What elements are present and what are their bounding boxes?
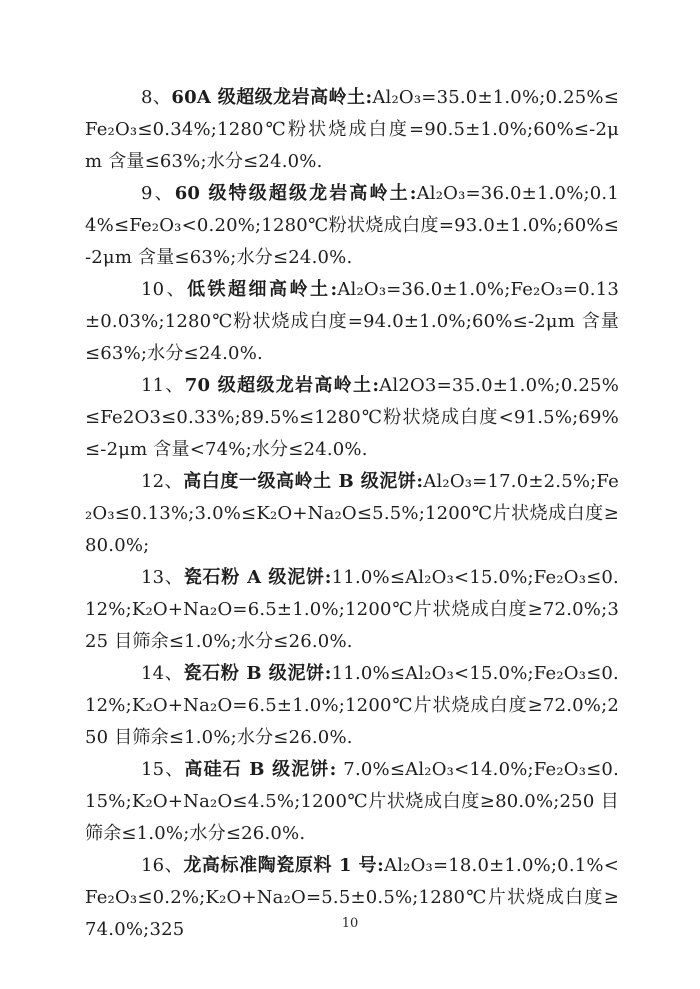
item-specs: Al₂O₃=36.0±1.0%;0.14%≤Fe₂O₃<0.20%;1280℃粉状烧成白度=93.0±1.0%;60%≤-2μm 含量≤63%;水分≤24.0%.	[85, 183, 619, 268]
item-number: 16、	[141, 855, 184, 876]
spec-item-15	[85, 754, 619, 850]
item-specs: Al₂O₃=35.0±1.0%;0.25%≤Fe₂O₃≤0.34%;1280℃粉状烧成白度=90.5±1.0%;60%≤-2μm 含量≤63%;水分≤24.0%.	[85, 87, 619, 172]
item-number: 8、	[141, 87, 172, 108]
spec-list	[85, 82, 619, 946]
item-title: 60 级特级超级龙岩高岭土:	[174, 183, 417, 204]
item-number: 10、	[141, 279, 188, 300]
item-title: 高白度一级高岭土 B 级泥饼:	[183, 471, 424, 492]
item-number: 11、	[141, 375, 185, 396]
spec-item-8	[85, 82, 619, 178]
spec-item-12	[85, 466, 619, 562]
spec-item-11	[85, 370, 619, 466]
item-number: 15、	[141, 759, 185, 780]
item-specs: 11.0%≤Al₂O₃<15.0%;Fe₂O₃≤0.12%;K₂O+Na₂O=6.5±1.0%;1200℃片状烧成白度≥72.0%;250 目筛余≤1.0%;水分≤26.0%.	[85, 663, 619, 748]
item-specs: Al₂O₃=17.0±2.5%;Fe₂O₃≤0.13%;3.0%≤K₂O+Na₂O≤5.5%;1200℃片状烧成白度≥80.0%;	[85, 471, 619, 556]
item-specs: Al2O3=35.0±1.0%;0.25%≤Fe2O3≤0.33%;89.5%≤1280℃粉状烧成白度<91.5%;69%≤-2μm 含量<74%;水分≤24.0%.	[85, 375, 620, 460]
item-title: 高硅石 B 级泥饼:	[184, 759, 337, 780]
item-number: 14、	[141, 663, 184, 684]
item-title: 瓷石粉 B 级泥饼:	[183, 663, 332, 684]
item-specs: 11.0%≤Al₂O₃<15.0%;Fe₂O₃≤0.12%;K₂O+Na₂O=6.5±1.0%;1200℃片状烧成白度≥72.0%;325 目筛余≤1.0%;水分≤26.0%.	[85, 567, 619, 652]
spec-item-16	[85, 850, 619, 946]
spec-item-9	[85, 178, 619, 274]
item-specs: Al₂O₃=18.0±1.0%;0.1%<Fe₂O₃≤0.2%;K₂O+Na₂O=5.5±0.5%;1280℃片状烧成白度≥74.0%;325	[85, 855, 619, 940]
item-number: 12、	[141, 471, 184, 492]
page-number: 10	[341, 916, 359, 931]
spec-item-14	[85, 658, 619, 754]
item-title: 60A 级超级龙岩高岭土:	[171, 87, 373, 108]
item-title: 70 级超级龙岩高岭土:	[184, 375, 380, 396]
item-specs: 7.0%≤Al₂O₃<14.0%;Fe₂O₃≤0.15%;K₂O+Na₂O≤4.5%;1200℃片状烧成白度≥80.0%;250 目筛余≤1.0%;水分≤26.0%.	[85, 759, 619, 844]
item-title: 瓷石粉 A 级泥饼:	[183, 567, 332, 588]
spec-item-13	[85, 562, 619, 658]
item-title: 低铁超细高岭土:	[187, 279, 338, 300]
item-number: 9、	[141, 183, 175, 204]
spec-item-10	[85, 274, 619, 370]
item-title: 龙高标准陶瓷原料 1 号:	[183, 855, 384, 876]
item-number: 13、	[141, 567, 184, 588]
item-specs: Al₂O₃=36.0±1.0%;Fe₂O₃=0.13±0.03%;1280℃粉状烧成白度=94.0±1.0%;60%≤-2μm 含量≤63%;水分≤24.0%.	[85, 279, 619, 364]
page-footer	[0, 916, 700, 931]
